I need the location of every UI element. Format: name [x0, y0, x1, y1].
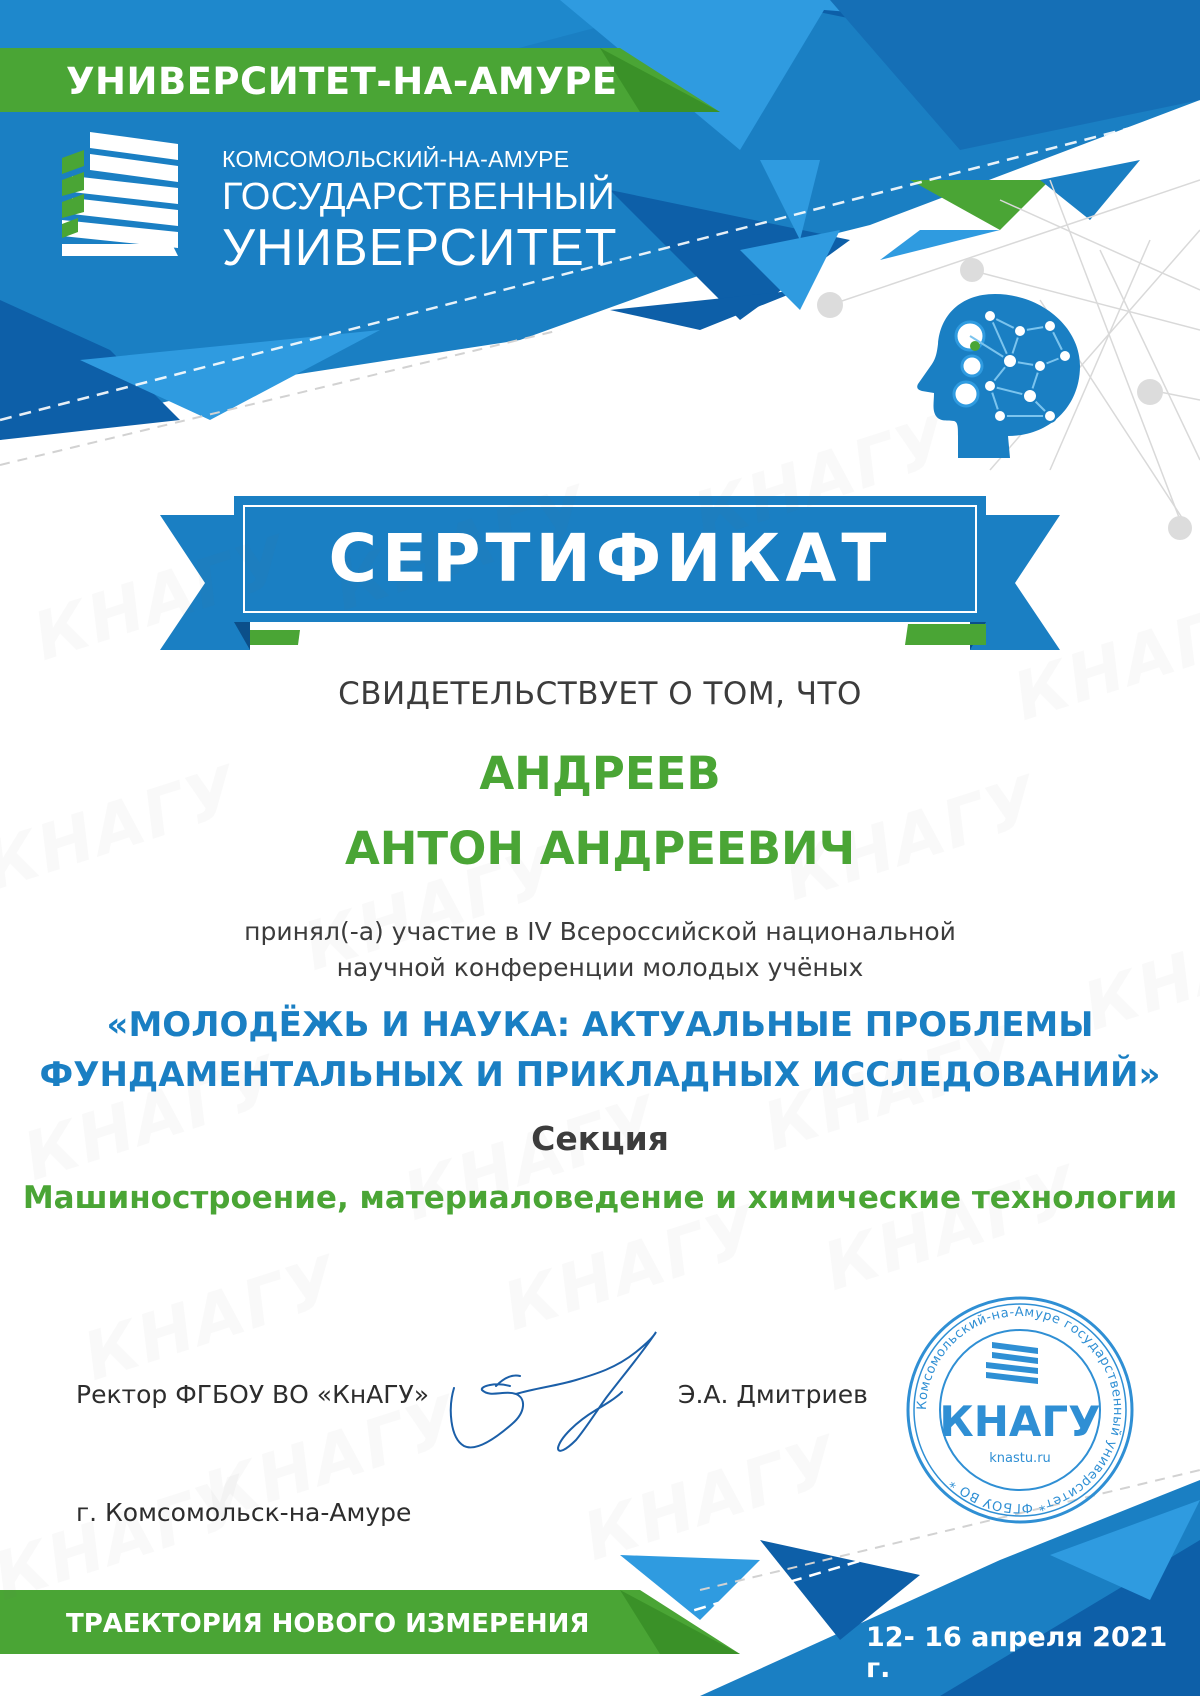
participation-text-line1: принял(-а) участие в IV Всероссийской национальной — [244, 917, 956, 946]
university-name-line3: УНИВЕРСИТЕТ — [222, 219, 618, 277]
section-label: Секция — [531, 1119, 669, 1158]
watermark-text — [0, 1461, 259, 1616]
recipient-given-names: АНТОН АНДРЕЕВИЧ — [344, 822, 856, 875]
event-date: 12- 16 апреля 2021 г. — [866, 1622, 1168, 1684]
university-name-line2: ГОСУДАРСТВЕННЫЙ — [222, 176, 616, 218]
watermark-text — [815, 1151, 1089, 1306]
university-logo-icon — [62, 132, 192, 268]
city-text: г. Комсомольск-на-Амуре — [76, 1498, 412, 1527]
top-banner-title: УНИВЕРСИТЕТ-НА-АМУРЕ — [66, 60, 618, 103]
recipient-surname: АНДРЕЕВ — [479, 747, 721, 800]
signer-name: Э.А. Дмитриев — [678, 1380, 868, 1409]
conference-title-line1: «МОЛОДЁЖЬ И НАУКА: АКТУАЛЬНЫЕ ПРОБЛЕМЫ — [106, 1005, 1094, 1045]
certificate-title: СЕРТИФИКАТ — [328, 520, 892, 597]
conference-title-line2: ФУНДАМЕНТАЛЬНЫХ И ПРИКЛАДНЫХ ИССЛЕДОВАНИЙ» — [39, 1055, 1161, 1095]
section-name: Машиностроение, материаловедение и химические технологии — [22, 1180, 1178, 1216]
stamp-site-text: knastu.ru — [989, 1451, 1051, 1466]
watermark-text — [1005, 581, 1200, 736]
rector-title: Ректор ФГБОУ ВО «КнАГУ» — [76, 1380, 430, 1409]
university-stamp — [900, 1290, 1140, 1530]
university-name-line1: КОМСОМОЛЬСКИЙ-НА-АМУРЕ — [222, 146, 570, 172]
watermark-text — [75, 1241, 349, 1396]
stamp-center-text: КНАГУ — [939, 1397, 1101, 1446]
certifies-text: СВИДЕТЕЛЬСТВУЕТ О ТОМ, ЧТО — [338, 676, 862, 712]
head-network-icon — [900, 286, 1110, 466]
bottom-banner-slogan: ТРАЕКТОРИЯ НОВОГО ИЗМЕРЕНИЯ — [66, 1609, 590, 1639]
stamp-ring-text: Комсомольский-на-Амуре государственный университет* ФГБОУ ВО * — [914, 1304, 1126, 1516]
participation-text-line2: научной конференции молодых учёных — [336, 953, 864, 982]
handwritten-signature — [446, 1328, 676, 1468]
